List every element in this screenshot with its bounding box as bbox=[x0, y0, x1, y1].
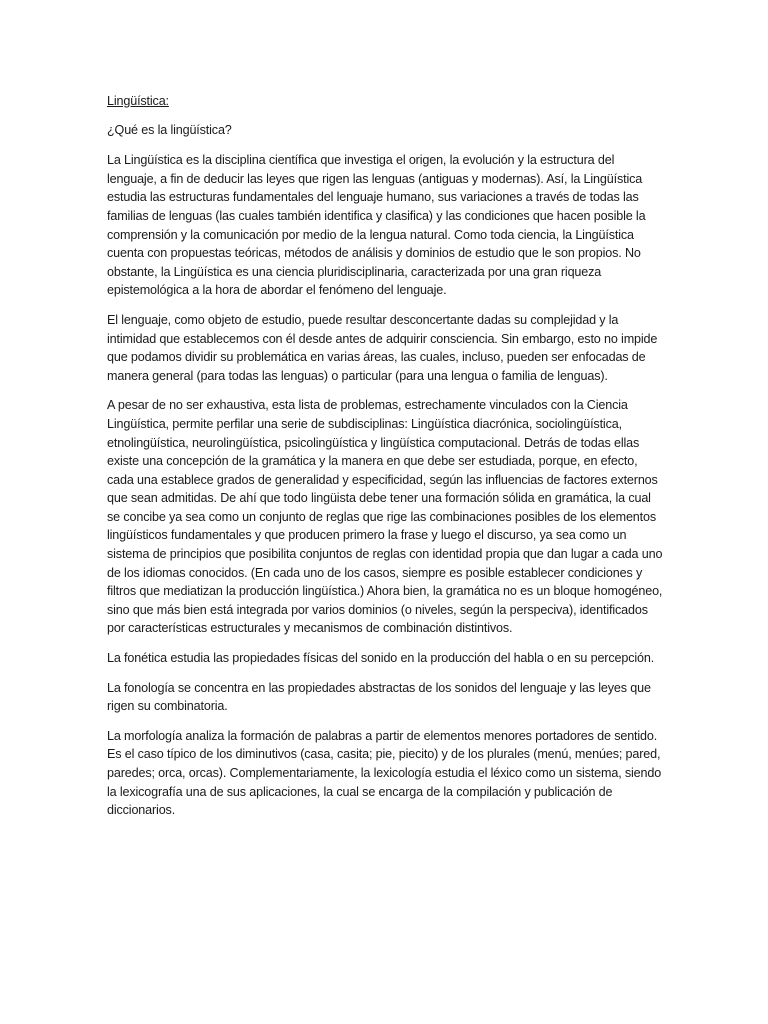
paragraph-object-of-study: El lenguaje, como objeto de estudio, puede resultar desconcertante dadas su complejidad y la intimidad que establecemos con él desde antes de adquirir consciencia. Sin embargo, esto no impide que podamos dividir su problemática en varias áreas, las cuales, incluso, pueden ser enfocadas de manera general (para todas las lenguas) o particular (para una lengua o familia de lenguas). bbox=[107, 312, 658, 383]
paragraph-subdisciplines: A pesar de no ser exhaustiva, esta lista de problemas, estrechamente vinculados con la Ciencia Lingüística, permite perfilar una serie de subdisciplinas: Lingüística diacrónica, sociolingüística, etnolingüística, neurolingüística, psicolingüística y lingüística computacional. Detrás de todas ellas existe una concepción de la gramática y la manera en que debe ser estudiada, porque, en efecto, cada una establece grados de generalidad y especificidad, según las influencias de factores externos que sean admitidas. De ahí que todo lingüista debe tener una formación sólida en gramática, la cual se concibe ya sea como un conjunto de reglas que rige las combinaciones posibles de los elementos lingüísticos fundamentales y que producen primero la frase y luego el discurso, ya sea como un sistema de principios que posibilita conjuntos de reglas con identidad propia que dan lugar a cada uno de los idiomas conocidos. (En cada uno de los casos, siempre es posible establecer condiciones y filtros que mediatizan la producción lingüística.) Ahora bien, la gramática no es un bloque homogéneo, sino que más bien está integrada por varios dominios (o niveles, según la perspeciva), identificados por características estructurales y mecanismos de combinación distintivos. bbox=[107, 398, 663, 636]
paragraph-phonetics: La fonética estudia las propiedades físicas del sonido en la producción del habla o en su percepción. bbox=[107, 651, 655, 666]
section-question: ¿Qué es la lingüística? bbox=[107, 122, 232, 137]
paragraph-definition: La Lingüística es la disciplina científica que investiga el origen, la evolución y la estructura del lenguaje, a fin de deducir las leyes que rigen las lenguas (antiguas y modernas). Así, la Lingüística estudia las estructuras fundamentales del lenguaje humano, sus variaciones a través de todas las familias de lenguas (las cuales también identifica y clasifica) y las condiciones que hacen posible la comprensión y la comunicación por medio de la lengua natural. Como toda ciencia, la Lingüística cuenta con propuestas teóricas, métodos de análisis y dominios de estudio que le son propios. No obstante, la Lingüística es una ciencia pluridisciplinaria, caracterizada por una gran riqueza epistemológica a la hora de abordar el fenómeno del lenguaje. bbox=[107, 153, 646, 298]
document-body bbox=[107, 92, 663, 831]
paragraph-morphology: La morfología analiza la formación de palabras a partir de elementos menores portadores de sentido. Es el caso típico de los diminutivos (casa, casita; pie, piecito) y de los plurales (menú, menúes; pared, paredes; orca, orcas). Complementariamente, la lexicología estudia el léxico como un sistema, siendo la lexicografía una de sus aplicaciones, la cual se encarga de la compilación y publicación de diccionarios. bbox=[107, 728, 662, 818]
paragraph-phonology: La fonología se concentra en las propiedades abstractas de los sonidos del lenguaje y las leyes que rigen su combinatoria. bbox=[107, 680, 651, 714]
document-title: Lingüística: bbox=[107, 94, 169, 108]
